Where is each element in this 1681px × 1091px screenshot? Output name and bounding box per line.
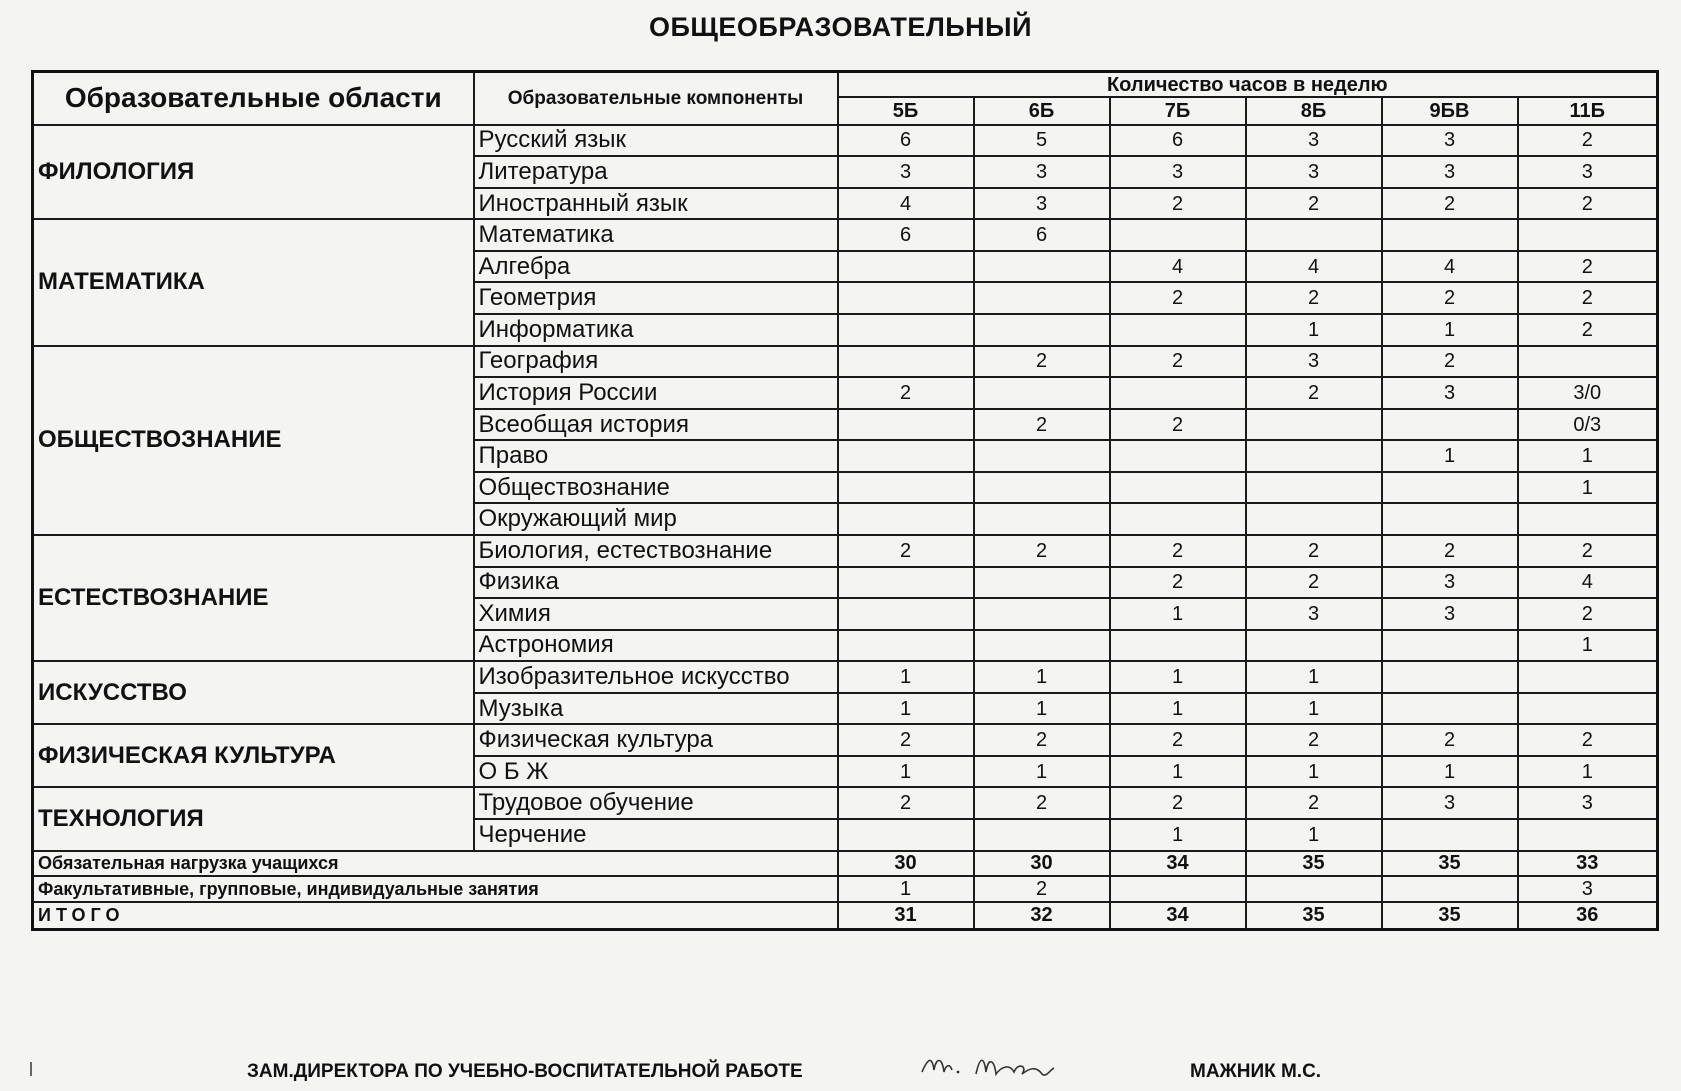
hours-cell-9bv: 3 xyxy=(1382,156,1518,188)
hours-cell-7b xyxy=(1110,377,1246,409)
hours-cell-8b: 1 xyxy=(1246,314,1382,346)
hours-cell-8b xyxy=(1246,440,1382,472)
hours-cell-8b: 4 xyxy=(1246,251,1382,283)
hours-cell-11b: 2 xyxy=(1518,125,1658,157)
hours-cell-6b: 2 xyxy=(974,787,1110,819)
signature-drawing xyxy=(918,1048,1098,1084)
hours-cell-5b xyxy=(838,503,974,535)
hours-cell-11b: 3/0 xyxy=(1518,377,1658,409)
summary-cell-7b: 34 xyxy=(1110,902,1246,930)
hours-cell-6b xyxy=(974,314,1110,346)
header-row xyxy=(33,72,1658,98)
summary-cell-11b: 3 xyxy=(1518,876,1658,902)
hours-cell-7b xyxy=(1110,219,1246,251)
subject-name: Математика xyxy=(474,219,838,251)
hours-cell-7b: 1 xyxy=(1110,693,1246,725)
hours-cell-5b xyxy=(838,346,974,378)
hours-cell-7b: 1 xyxy=(1110,819,1246,851)
subject-row xyxy=(33,125,1658,157)
hours-cell-9bv: 3 xyxy=(1382,787,1518,819)
hours-cell-5b xyxy=(838,282,974,314)
hours-cell-11b: 2 xyxy=(1518,282,1658,314)
summary-cell-8b xyxy=(1246,876,1382,902)
hours-cell-7b: 2 xyxy=(1110,188,1246,220)
hours-cell-9bv: 2 xyxy=(1382,188,1518,220)
hours-cell-9bv xyxy=(1382,693,1518,725)
class-header-8b: 8Б xyxy=(1246,97,1382,125)
hours-cell-11b: 1 xyxy=(1518,630,1658,662)
hours-cell-9bv xyxy=(1382,819,1518,851)
summary-cell-6b: 32 xyxy=(974,902,1110,930)
hours-cell-8b xyxy=(1246,219,1382,251)
summary-label: ИТОГО xyxy=(33,902,838,930)
margin-mark xyxy=(30,1062,32,1076)
hours-cell-9bv xyxy=(1382,630,1518,662)
hours-cell-7b xyxy=(1110,630,1246,662)
hours-cell-11b: 3 xyxy=(1518,787,1658,819)
hours-cell-6b xyxy=(974,472,1110,504)
area-label: ФИЗИЧЕСКАЯ КУЛЬТУРА xyxy=(33,724,474,787)
subject-name: Трудовое обучение xyxy=(474,787,838,819)
hours-cell-6b xyxy=(974,567,1110,599)
hours-cell-6b: 5 xyxy=(974,125,1110,157)
subject-name: Литература xyxy=(474,156,838,188)
hours-cell-7b xyxy=(1110,314,1246,346)
hours-cell-6b xyxy=(974,598,1110,630)
hours-cell-5b: 1 xyxy=(838,756,974,788)
class-header-6b: 6Б xyxy=(974,97,1110,125)
summary-row xyxy=(33,851,1658,877)
hours-cell-6b: 1 xyxy=(974,661,1110,693)
hours-cell-9bv xyxy=(1382,409,1518,441)
hours-cell-9bv: 4 xyxy=(1382,251,1518,283)
hours-cell-6b: 3 xyxy=(974,156,1110,188)
subject-name: Изобразительное искусство xyxy=(474,661,838,693)
area-label: ЕСТЕСТВОЗНАНИЕ xyxy=(33,535,474,661)
hours-cell-7b: 2 xyxy=(1110,787,1246,819)
hours-cell-7b: 1 xyxy=(1110,661,1246,693)
hours-cell-5b: 2 xyxy=(838,787,974,819)
hours-cell-6b xyxy=(974,819,1110,851)
hours-cell-9bv: 3 xyxy=(1382,598,1518,630)
hours-cell-7b: 2 xyxy=(1110,567,1246,599)
hours-cell-9bv: 1 xyxy=(1382,314,1518,346)
hours-cell-5b xyxy=(838,472,974,504)
hours-cell-9bv: 2 xyxy=(1382,282,1518,314)
hours-cell-11b: 1 xyxy=(1518,756,1658,788)
subject-name: Биология, естествознание xyxy=(474,535,838,567)
subject-name: Иностранный язык xyxy=(474,188,838,220)
subject-name: Окружающий мир xyxy=(474,503,838,535)
subject-name: Черчение xyxy=(474,819,838,851)
hours-cell-9bv: 3 xyxy=(1382,377,1518,409)
hours-cell-7b: 2 xyxy=(1110,535,1246,567)
area-label: ИСКУССТВО xyxy=(33,661,474,724)
hours-cell-9bv xyxy=(1382,503,1518,535)
hours-cell-7b: 1 xyxy=(1110,756,1246,788)
hours-cell-8b: 1 xyxy=(1246,661,1382,693)
areas-header: Образовательные области xyxy=(33,72,474,125)
hours-cell-6b xyxy=(974,377,1110,409)
subject-name: Физика xyxy=(474,567,838,599)
hours-cell-7b: 4 xyxy=(1110,251,1246,283)
area-label: МАТЕМАТИКА xyxy=(33,219,474,345)
hours-cell-8b: 3 xyxy=(1246,598,1382,630)
hours-cell-11b: 2 xyxy=(1518,724,1658,756)
hours-cell-8b: 3 xyxy=(1246,346,1382,378)
summary-cell-7b: 34 xyxy=(1110,851,1246,877)
hours-cell-11b xyxy=(1518,661,1658,693)
footer-position: ЗАМ.ДИРЕКТОРА ПО УЧЕБНО-ВОСПИТАТЕЛЬНОЙ РАБОТЕ xyxy=(247,1061,803,1082)
hours-cell-8b: 2 xyxy=(1246,188,1382,220)
curriculum-table xyxy=(31,70,1659,931)
hours-cell-6b: 2 xyxy=(974,535,1110,567)
summary-row xyxy=(33,902,1658,930)
hours-cell-8b xyxy=(1246,630,1382,662)
summary-cell-11b: 36 xyxy=(1518,902,1658,930)
subject-name: Физическая культура xyxy=(474,724,838,756)
hours-cell-5b xyxy=(838,251,974,283)
subject-name: Музыка xyxy=(474,693,838,725)
summary-cell-11b: 33 xyxy=(1518,851,1658,877)
hours-cell-8b: 2 xyxy=(1246,377,1382,409)
hours-cell-7b: 2 xyxy=(1110,409,1246,441)
signature xyxy=(918,1048,1098,1089)
hours-cell-8b xyxy=(1246,472,1382,504)
summary-cell-9bv xyxy=(1382,876,1518,902)
hours-cell-6b: 6 xyxy=(974,219,1110,251)
subject-row xyxy=(33,787,1658,819)
summary-cell-5b: 30 xyxy=(838,851,974,877)
hours-cell-5b: 6 xyxy=(838,219,974,251)
hours-cell-11b xyxy=(1518,693,1658,725)
page-title: ОБЩЕОБРАЗОВАТЕЛЬНЫЙ xyxy=(648,12,1033,42)
hours-header: Количество часов в неделю xyxy=(838,72,1658,98)
hours-cell-6b: 1 xyxy=(974,756,1110,788)
class-header-7b: 7Б xyxy=(1110,97,1246,125)
hours-cell-8b: 2 xyxy=(1246,535,1382,567)
subject-row xyxy=(33,724,1658,756)
hours-cell-9bv: 3 xyxy=(1382,125,1518,157)
subject-row xyxy=(33,346,1658,378)
curriculum-table-body xyxy=(33,72,1658,930)
hours-cell-8b: 3 xyxy=(1246,156,1382,188)
hours-cell-11b xyxy=(1518,503,1658,535)
class-header-9bv: 9БВ xyxy=(1382,97,1518,125)
class-header-5b: 5Б xyxy=(838,97,974,125)
hours-cell-6b: 2 xyxy=(974,724,1110,756)
class-header-11b: 11Б xyxy=(1518,97,1658,125)
hours-cell-9bv xyxy=(1382,661,1518,693)
hours-cell-6b: 1 xyxy=(974,693,1110,725)
hours-cell-8b: 2 xyxy=(1246,787,1382,819)
hours-cell-7b: 3 xyxy=(1110,156,1246,188)
subject-name: Астрономия xyxy=(474,630,838,662)
hours-cell-7b: 1 xyxy=(1110,598,1246,630)
hours-cell-9bv xyxy=(1382,472,1518,504)
hours-cell-11b: 2 xyxy=(1518,188,1658,220)
summary-cell-7b xyxy=(1110,876,1246,902)
summary-cell-8b: 35 xyxy=(1246,851,1382,877)
hours-cell-5b: 2 xyxy=(838,377,974,409)
subject-row xyxy=(33,535,1658,567)
hours-cell-7b: 2 xyxy=(1110,724,1246,756)
hours-cell-6b: 2 xyxy=(974,346,1110,378)
hours-cell-11b: 2 xyxy=(1518,314,1658,346)
hours-cell-5b xyxy=(838,630,974,662)
hours-cell-6b xyxy=(974,251,1110,283)
area-label: ОБЩЕСТВОЗНАНИЕ xyxy=(33,346,474,535)
hours-cell-5b xyxy=(838,567,974,599)
hours-cell-8b: 3 xyxy=(1246,125,1382,157)
hours-cell-7b: 6 xyxy=(1110,125,1246,157)
subject-name: Геометрия xyxy=(474,282,838,314)
summary-cell-9bv: 35 xyxy=(1382,902,1518,930)
hours-cell-11b: 1 xyxy=(1518,472,1658,504)
area-label: ФИЛОЛОГИЯ xyxy=(33,125,474,220)
summary-cell-6b: 2 xyxy=(974,876,1110,902)
hours-cell-6b xyxy=(974,282,1110,314)
footer-name: МАЖНИК М.С. xyxy=(1190,1061,1322,1082)
summary-cell-9bv: 35 xyxy=(1382,851,1518,877)
hours-cell-11b: 1 xyxy=(1518,440,1658,472)
hours-cell-8b xyxy=(1246,409,1382,441)
hours-cell-6b: 3 xyxy=(974,188,1110,220)
hours-cell-8b: 1 xyxy=(1246,819,1382,851)
summary-label: Факультативные, групповые, индивидуальные занятия xyxy=(33,876,838,902)
hours-cell-7b xyxy=(1110,503,1246,535)
hours-cell-11b: 4 xyxy=(1518,567,1658,599)
hours-cell-11b xyxy=(1518,819,1658,851)
hours-cell-6b: 2 xyxy=(974,409,1110,441)
hours-cell-5b: 2 xyxy=(838,724,974,756)
subject-name: Химия xyxy=(474,598,838,630)
subject-name: Информатика xyxy=(474,314,838,346)
hours-cell-8b: 2 xyxy=(1246,282,1382,314)
hours-cell-11b: 3 xyxy=(1518,156,1658,188)
hours-cell-9bv: 1 xyxy=(1382,756,1518,788)
hours-cell-9bv: 1 xyxy=(1382,440,1518,472)
subject-name: Русский язык xyxy=(474,125,838,157)
hours-cell-6b xyxy=(974,630,1110,662)
hours-cell-5b xyxy=(838,409,974,441)
area-label: ТЕХНОЛОГИЯ xyxy=(33,787,474,850)
summary-cell-6b: 30 xyxy=(974,851,1110,877)
hours-cell-8b: 2 xyxy=(1246,567,1382,599)
hours-cell-5b: 6 xyxy=(838,125,974,157)
subject-row xyxy=(33,219,1658,251)
hours-cell-7b: 2 xyxy=(1110,282,1246,314)
hours-cell-11b: 2 xyxy=(1518,251,1658,283)
hours-cell-5b xyxy=(838,314,974,346)
subject-name: История России xyxy=(474,377,838,409)
subject-row xyxy=(33,661,1658,693)
hours-cell-8b: 1 xyxy=(1246,693,1382,725)
hours-cell-11b xyxy=(1518,219,1658,251)
summary-cell-8b: 35 xyxy=(1246,902,1382,930)
subject-name: Обществознание xyxy=(474,472,838,504)
summary-cell-5b: 1 xyxy=(838,876,974,902)
hours-cell-7b: 2 xyxy=(1110,346,1246,378)
summary-label: Обязательная нагрузка учащихся xyxy=(33,851,838,877)
hours-cell-9bv: 2 xyxy=(1382,535,1518,567)
components-header: Образовательные компоненты xyxy=(474,72,838,125)
hours-cell-5b xyxy=(838,598,974,630)
summary-row xyxy=(33,876,1658,902)
subject-name: Всеобщая история xyxy=(474,409,838,441)
hours-cell-11b: 2 xyxy=(1518,535,1658,567)
hours-cell-9bv: 3 xyxy=(1382,567,1518,599)
hours-cell-8b xyxy=(1246,503,1382,535)
hours-cell-9bv: 2 xyxy=(1382,346,1518,378)
hours-cell-9bv xyxy=(1382,219,1518,251)
hours-cell-5b: 1 xyxy=(838,661,974,693)
hours-cell-7b xyxy=(1110,440,1246,472)
hours-cell-5b: 3 xyxy=(838,156,974,188)
hours-cell-5b xyxy=(838,819,974,851)
hours-cell-5b xyxy=(838,440,974,472)
hours-cell-5b: 2 xyxy=(838,535,974,567)
hours-cell-6b xyxy=(974,503,1110,535)
hours-cell-5b: 1 xyxy=(838,693,974,725)
hours-cell-9bv: 2 xyxy=(1382,724,1518,756)
hours-cell-8b: 2 xyxy=(1246,724,1382,756)
hours-cell-5b: 4 xyxy=(838,188,974,220)
summary-cell-5b: 31 xyxy=(838,902,974,930)
hours-cell-6b xyxy=(974,440,1110,472)
subject-name: Право xyxy=(474,440,838,472)
hours-cell-11b: 0/3 xyxy=(1518,409,1658,441)
subject-name: Алгебра xyxy=(474,251,838,283)
hours-cell-11b: 2 xyxy=(1518,598,1658,630)
hours-cell-8b: 1 xyxy=(1246,756,1382,788)
subject-name: География xyxy=(474,346,838,378)
hours-cell-7b xyxy=(1110,472,1246,504)
hours-cell-11b xyxy=(1518,346,1658,378)
subject-name: О Б Ж xyxy=(474,756,838,788)
